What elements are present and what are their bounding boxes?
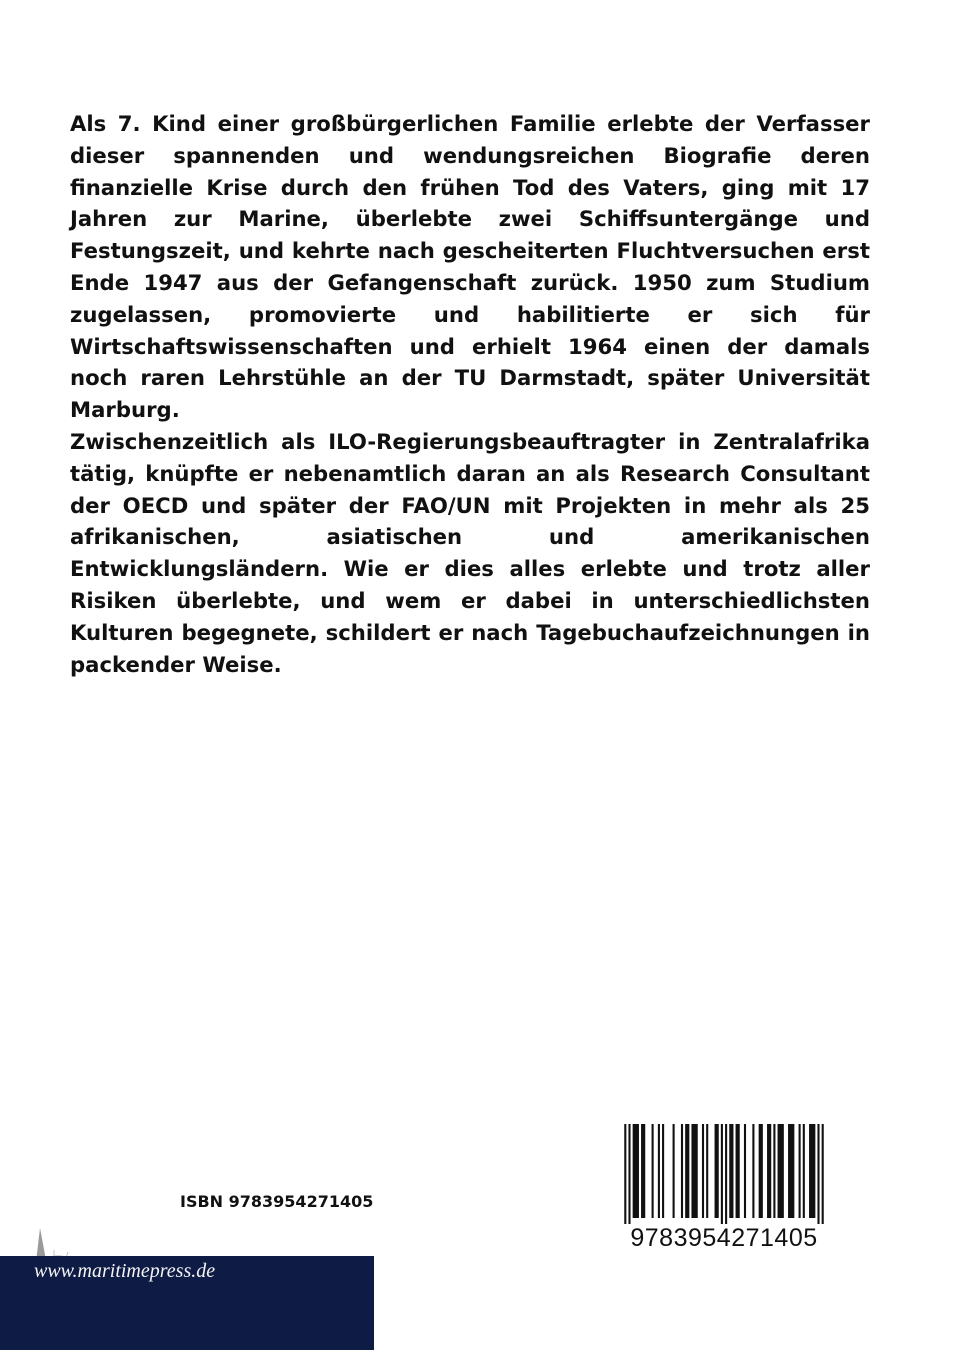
barcode-bar (702, 1124, 704, 1218)
barcode-bar (628, 1124, 630, 1224)
barcode-bar (725, 1124, 727, 1224)
barcode-bar (658, 1124, 660, 1218)
barcode-bar (681, 1124, 683, 1218)
barcode-bar (799, 1124, 801, 1218)
barcode-bar (673, 1124, 675, 1218)
isbn-label: ISBN 9783954271405 (180, 1192, 374, 1211)
barcode-bar (624, 1124, 626, 1224)
barcode-bar (691, 1124, 697, 1218)
barcode-bar (633, 1124, 639, 1218)
publisher-url[interactable]: www.maritimepress.de (34, 1260, 216, 1282)
barcode-bar (767, 1124, 771, 1218)
barcode-bar (803, 1124, 805, 1218)
barcode-bar (715, 1124, 719, 1218)
blurb-paragraph-1: Als 7. Kind einer großbürgerlichen Familie erlebte der Verfasser dieser spannenden und wendungsreichen Biografie deren finanzielle Krise durch den frühen Tod des Vaters, ging mit 17 Jahren zur Marine, überlebte zwei Schiffsuntergänge und Festungszeit, und kehrte nach gescheiterten Fluchtversuchen erst Ende 1947 aus der Gefangenschaft zurück. 1950 zum Studium zugelassen, promovierte und habilitierte er sich für Wirtschaftswissenschaften und erhielt 1964 einen der damals noch raren Lehrstühle an der TU Darmstadt, später Universität Marburg. (70, 111, 870, 423)
barcode-bar (706, 1124, 708, 1218)
barcode-bar (744, 1124, 746, 1218)
barcode-bar (778, 1124, 784, 1218)
barcode-number: 9783954271405 (630, 1224, 818, 1252)
barcode-bar (729, 1124, 733, 1218)
back-cover-blurb (70, 108, 870, 680)
barcode-bar (822, 1124, 824, 1224)
barcode-bar (759, 1124, 763, 1218)
barcode-bar (752, 1124, 754, 1218)
barcode-bar (773, 1124, 775, 1218)
barcode-bar (788, 1124, 794, 1218)
barcode-bar (662, 1124, 664, 1218)
barcode (618, 1120, 830, 1260)
barcode-bar (736, 1124, 740, 1218)
barcode-bars (618, 1120, 830, 1226)
barcode-bar (652, 1124, 654, 1218)
barcode-bar (641, 1124, 645, 1218)
blurb-paragraph-2: Zwischenzeitlich als ILO-Regierungsbeauftragter in Zentralafrika tätig, knüpfte er nebenamtlich daran an als Research Consultant der OECD und später der FAO/UN mit Projekten in mehr als 25 afrikanischen, asiatischen und amerikanischen Entwicklungsländern. Wie er dies alles erlebte und trotz aller Risiken überlebte, und wem er dabei in unterschiedlichsten Kulturen begegnete, schildert er nach Tagebuchaufzeichnungen in packender Weise. (70, 428, 870, 677)
barcode-bar (685, 1124, 689, 1218)
barcode-bar (809, 1124, 815, 1218)
barcode-bar (817, 1124, 819, 1224)
publisher-band (0, 1256, 374, 1350)
barcode-bar (721, 1124, 723, 1224)
